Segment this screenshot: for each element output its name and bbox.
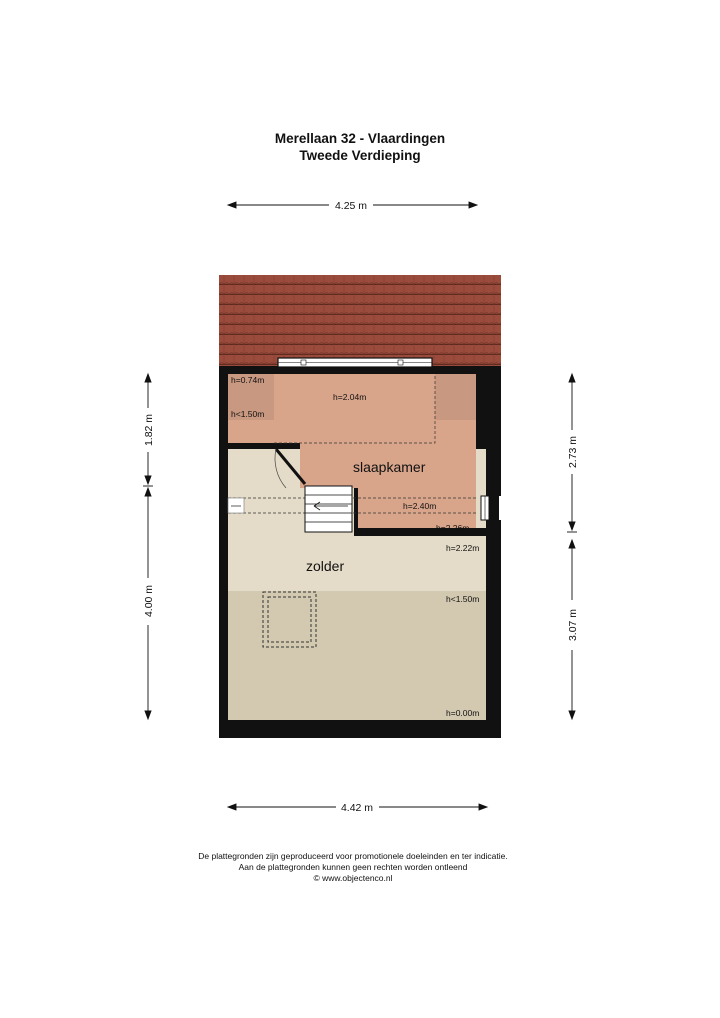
staircase <box>305 486 352 532</box>
height-label: h=2.04m <box>333 392 367 402</box>
dim-left-upper: 1.82 m <box>143 413 155 447</box>
plan-subtitle: Tweede Verdieping <box>299 148 421 163</box>
dim-top: 4.25 m <box>334 200 368 212</box>
bedroom-low-right-shade <box>435 374 476 420</box>
wall-segment <box>219 443 277 449</box>
disclaimer-line-2: Aan de plattegronden kunnen geen rechten worden ontleend <box>238 862 468 872</box>
right-wall-lower <box>486 520 501 738</box>
height-label: h=0.00m <box>446 708 480 718</box>
zolder-floor-dark <box>228 591 486 720</box>
dim-right-upper: 2.73 m <box>567 435 579 469</box>
roof-tiles <box>219 275 501 370</box>
height-label: h=2.26m <box>436 523 470 533</box>
height-label: h<1.50m <box>446 594 480 604</box>
room-zolder: zolder <box>306 558 345 574</box>
dim-right-lower: 3.07 m <box>567 608 579 642</box>
copyright-line: © www.objectenco.nl <box>313 873 393 883</box>
height-label: h=0.74m <box>231 375 265 385</box>
disclaimer-line-1: De plattegronden zijn geproduceerd voor promotionele doeleinden en ter indicatie. <box>198 851 508 861</box>
height-label: h=2.40m <box>403 501 437 511</box>
dim-bottom: 4.42 m <box>340 802 374 814</box>
wall-segment <box>354 488 358 532</box>
room-slaapkamer: slaapkamer <box>353 459 426 475</box>
plan-title: Merellaan 32 - Vlaardingen <box>274 131 446 146</box>
dim-left-lower: 4.00 m <box>143 584 155 618</box>
wall-marker <box>228 498 244 513</box>
height-label: h=2.22m <box>446 543 480 553</box>
height-label: h<1.50m <box>231 409 265 419</box>
